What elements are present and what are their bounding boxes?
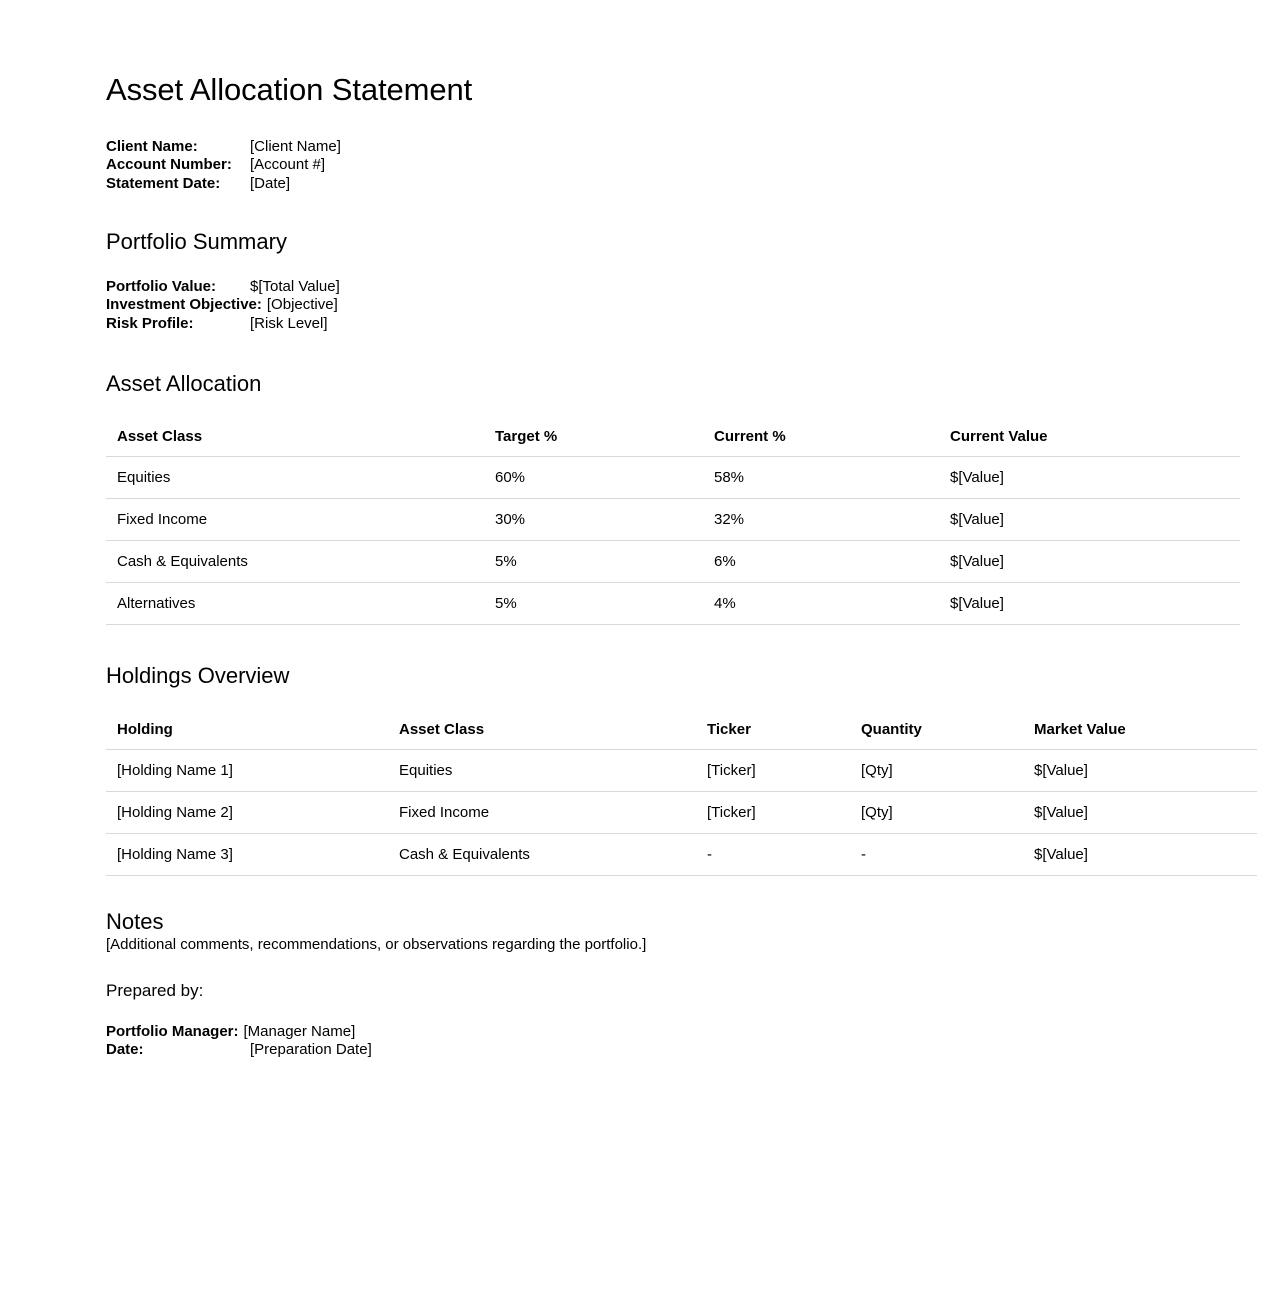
cell-ticker: - bbox=[696, 833, 850, 875]
cell-market-value: $[Value] bbox=[1023, 749, 1257, 791]
cell-ticker: [Ticker] bbox=[696, 749, 850, 791]
prepared-by-block bbox=[106, 1023, 1172, 1060]
column-header-asset-class: Asset Class bbox=[106, 428, 484, 457]
client-name-label: Client Name: bbox=[106, 137, 198, 155]
holdings-overview-table bbox=[106, 721, 1257, 876]
risk-profile-value: [Risk Level] bbox=[250, 314, 328, 332]
table-header-row bbox=[106, 428, 1240, 457]
client-name-row bbox=[106, 138, 1172, 157]
cell-market-value: $[Value] bbox=[1023, 791, 1257, 833]
client-info-block bbox=[106, 138, 1172, 194]
cell-asset-class: Cash & Equivalents bbox=[388, 833, 696, 875]
asset-allocation-table bbox=[106, 428, 1240, 625]
cell-current-value: $[Value] bbox=[939, 583, 1240, 625]
portfolio-value-value: $[Total Value] bbox=[250, 277, 340, 295]
column-header-ticker: Ticker bbox=[696, 721, 850, 750]
investment-objective-value: [Objective] bbox=[266, 296, 338, 314]
portfolio-summary-block bbox=[106, 278, 1172, 334]
cell-quantity: [Qty] bbox=[850, 749, 1023, 791]
portfolio-manager-row bbox=[106, 1023, 1172, 1042]
cell-target-pct: 5% bbox=[484, 583, 703, 625]
cell-current-pct: 58% bbox=[703, 457, 939, 499]
column-header-current-value: Current Value bbox=[939, 428, 1240, 457]
table-header-row bbox=[106, 721, 1257, 750]
portfolio-manager-label: Portfolio Manager: bbox=[106, 1022, 239, 1040]
cell-asset-class: Equities bbox=[106, 457, 484, 499]
cell-quantity: [Qty] bbox=[850, 791, 1023, 833]
table-row bbox=[106, 791, 1257, 833]
cell-holding: [Holding Name 3] bbox=[106, 833, 388, 875]
table-row bbox=[106, 541, 1240, 583]
asset-allocation-heading: Asset Allocation bbox=[106, 371, 262, 397]
preparation-date-label: Date: bbox=[106, 1041, 144, 1059]
portfolio-manager-value: [Manager Name] bbox=[243, 1022, 356, 1040]
cell-asset-class: Alternatives bbox=[106, 583, 484, 625]
cell-holding: [Holding Name 1] bbox=[106, 749, 388, 791]
statement-date-label: Statement Date: bbox=[106, 174, 221, 192]
cell-asset-class: Fixed Income bbox=[388, 791, 696, 833]
table-row bbox=[106, 457, 1240, 499]
column-header-target-pct: Target % bbox=[484, 428, 703, 457]
table-row bbox=[106, 583, 1240, 625]
account-number-row bbox=[106, 156, 1172, 175]
cell-current-pct: 4% bbox=[703, 583, 939, 625]
cell-target-pct: 60% bbox=[484, 457, 703, 499]
cell-current-value: $[Value] bbox=[939, 457, 1240, 499]
column-header-market-value: Market Value bbox=[1023, 721, 1257, 750]
column-header-quantity: Quantity bbox=[850, 721, 1023, 750]
table-row bbox=[106, 499, 1240, 541]
cell-quantity: - bbox=[850, 833, 1023, 875]
cell-asset-class: Equities bbox=[388, 749, 696, 791]
portfolio-value-row bbox=[106, 278, 1172, 297]
cell-target-pct: 30% bbox=[484, 499, 703, 541]
prepared-by-heading: Prepared by: bbox=[106, 981, 204, 1001]
preparation-date-value: [Preparation Date] bbox=[250, 1041, 372, 1059]
client-name-value: [Client Name] bbox=[250, 137, 341, 155]
table-row bbox=[106, 833, 1257, 875]
cell-current-value: $[Value] bbox=[939, 541, 1240, 583]
notes-heading: Notes bbox=[106, 908, 164, 934]
account-number-value: [Account #] bbox=[250, 156, 326, 174]
portfolio-summary-heading: Portfolio Summary bbox=[106, 229, 287, 255]
investment-objective-row bbox=[106, 296, 1172, 315]
statement-date-row bbox=[106, 175, 1172, 194]
cell-current-pct: 6% bbox=[703, 541, 939, 583]
investment-objective-label: Investment Objective: bbox=[106, 296, 262, 314]
cell-current-value: $[Value] bbox=[939, 499, 1240, 541]
preparation-date-row bbox=[106, 1041, 1172, 1060]
cell-current-pct: 32% bbox=[703, 499, 939, 541]
cell-target-pct: 5% bbox=[484, 541, 703, 583]
cell-holding: [Holding Name 2] bbox=[106, 791, 388, 833]
cell-ticker: [Ticker] bbox=[696, 791, 850, 833]
holdings-overview-heading: Holdings Overview bbox=[106, 663, 290, 689]
page-title: Asset Allocation Statement bbox=[106, 72, 473, 107]
column-header-current-pct: Current % bbox=[703, 428, 939, 457]
account-number-label: Account Number: bbox=[106, 156, 232, 174]
cell-market-value: $[Value] bbox=[1023, 833, 1257, 875]
statement-date-value: [Date] bbox=[250, 174, 291, 192]
risk-profile-row bbox=[106, 315, 1172, 334]
notes-body: [Additional comments, recommendations, or observations regarding the portfolio.] bbox=[106, 936, 647, 954]
table-row bbox=[106, 749, 1257, 791]
column-header-asset-class: Asset Class bbox=[388, 721, 696, 750]
portfolio-value-label: Portfolio Value: bbox=[106, 277, 217, 295]
cell-asset-class: Fixed Income bbox=[106, 499, 484, 541]
column-header-holding: Holding bbox=[106, 721, 388, 750]
risk-profile-label: Risk Profile: bbox=[106, 314, 194, 332]
cell-asset-class: Cash & Equivalents bbox=[106, 541, 484, 583]
